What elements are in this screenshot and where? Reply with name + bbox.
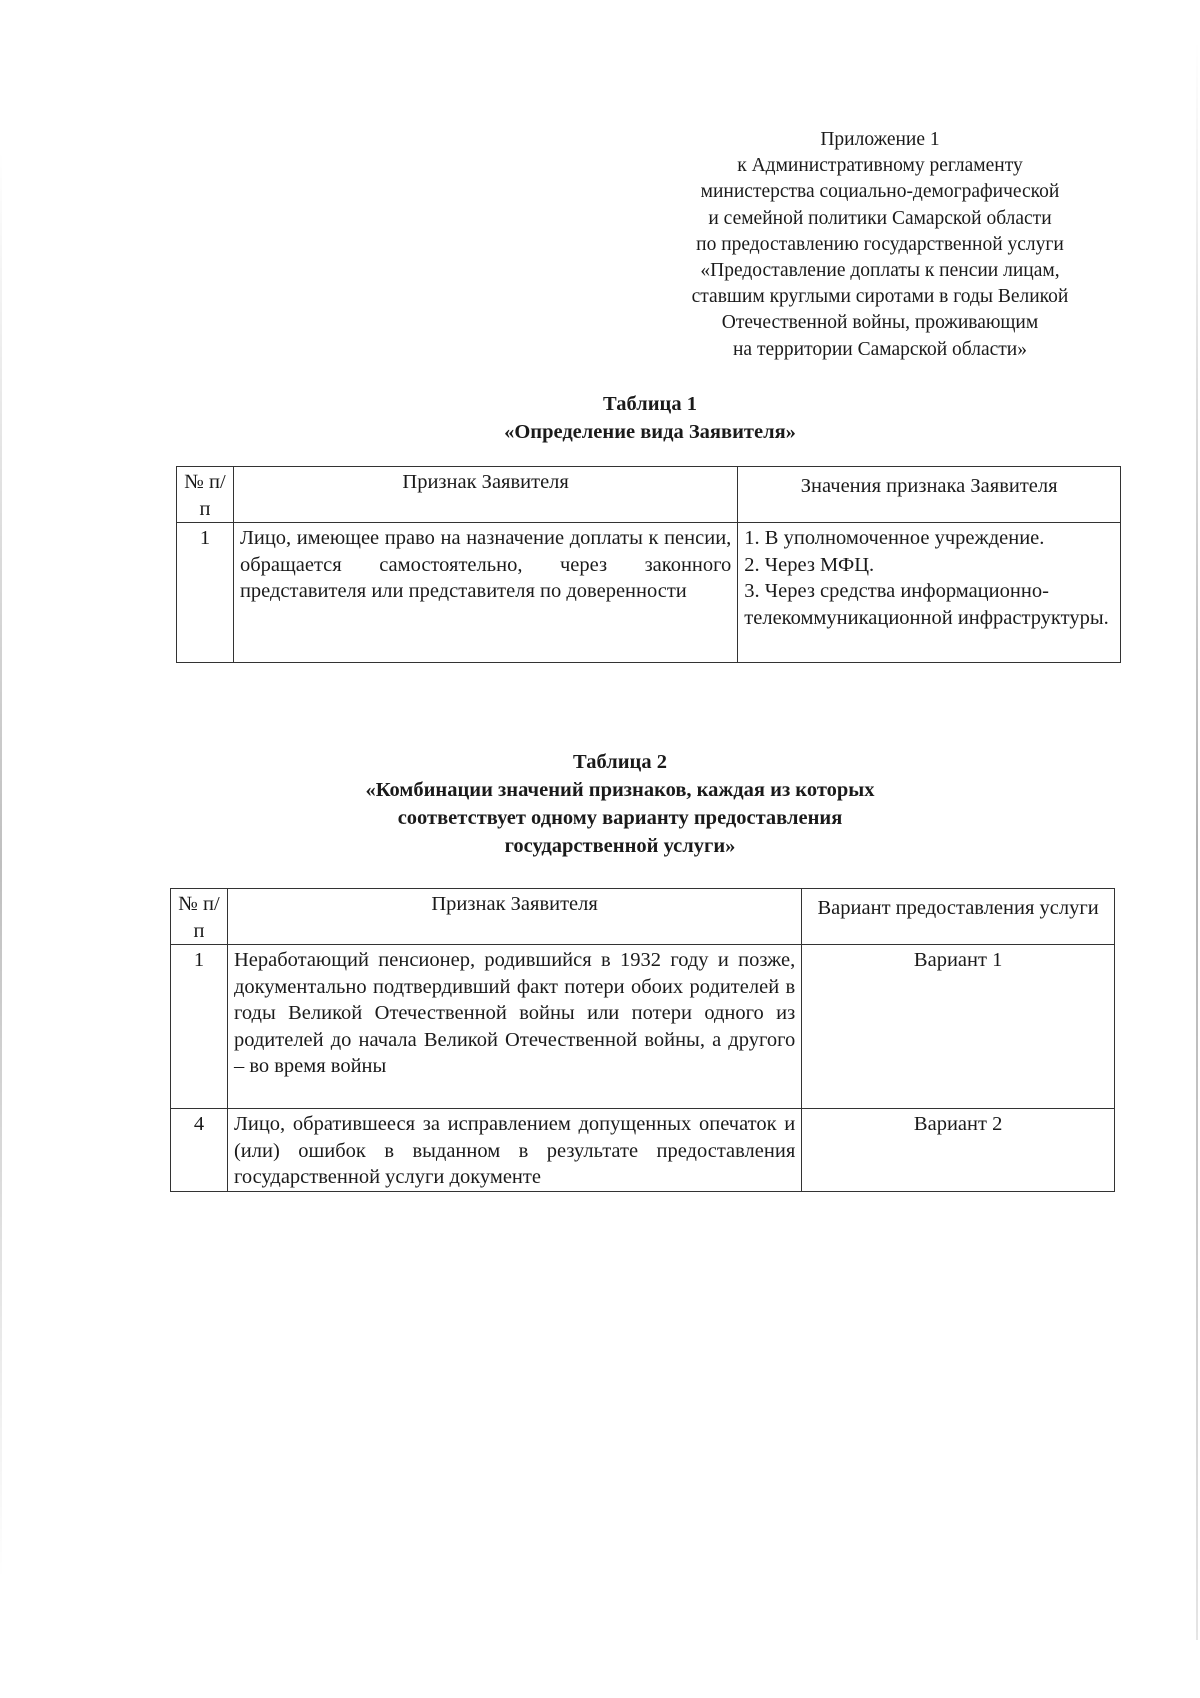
table2-header-attribute: Признак Заявителя — [227, 889, 801, 945]
scan-edge-left — [0, 150, 2, 1580]
appendix-line: Приложение 1 — [820, 129, 940, 150]
table2-header-num: № п/п — [171, 889, 228, 945]
appendix-line: по предоставлению государственной услуги — [696, 233, 1064, 255]
appendix-line: министерства социально-демографической — [700, 181, 1060, 203]
table1-header-attribute: Признак Заявителя — [233, 467, 737, 523]
table2-subtitle-line: «Комбинации значений признаков, каждая из которых — [365, 779, 875, 801]
table1-header-row — [177, 467, 1121, 523]
table-row — [171, 1109, 1115, 1192]
table2-subtitle-line: соответствует одному варианту предоставления — [397, 807, 843, 829]
table2-subtitle-line: государственной услуги» — [504, 835, 736, 857]
table1-value-item: 3. Через средства информационно-телекоммуникационной инфраструктуры. — [744, 580, 1109, 629]
appendix-line: к Административному регламенту — [737, 155, 1023, 177]
table1-header-num: № п/п — [177, 467, 234, 523]
table1 — [176, 466, 1121, 663]
table1-caption — [320, 390, 980, 446]
table2-header-row — [171, 889, 1115, 945]
table1-header-values: Значения признака Заявителя — [738, 467, 1121, 523]
table1-subtitle: «Определение вида Заявителя» — [504, 421, 796, 443]
table1-row-num: 1 — [177, 523, 234, 663]
table1-value-item: 1. В уполномоченное учреждение. — [744, 527, 1045, 549]
table2-row-attribute: Лицо, обратившееся за исправлением допущенных опечаток и (или) ошибок в выданном в результате предоставления государственной услуги документе — [227, 1109, 801, 1192]
scan-edge-right — [1196, 40, 1198, 1640]
appendix-line: на территории Самарской области» — [733, 338, 1027, 360]
appendix-header — [650, 127, 1110, 363]
table-row — [171, 945, 1115, 1109]
table2-row-attribute: Неработающий пенсионер, родившийся в 1932 году и позже, документально подтвердивший факт потери обоих родителей в годы Великой Отечественной войны или потери одного из родителей до начала Великой Отечественной войны, а другого – во время войны — [227, 945, 801, 1109]
table1-row-values — [738, 523, 1121, 663]
table2-row-num: 4 — [171, 1109, 228, 1192]
table2 — [170, 888, 1115, 1192]
table2-caption — [240, 748, 1000, 860]
appendix-line: и семейной политики Самарской области — [708, 207, 1052, 229]
table-row — [177, 523, 1121, 663]
table1-value-item: 2. Через МФЦ. — [744, 553, 875, 576]
table2-row-variant: Вариант 2 — [802, 1109, 1115, 1192]
appendix-line: ставшим круглыми сиротами в годы Великой — [691, 286, 1069, 308]
table1-row-attribute: Лицо, имеющее право на назначение доплаты к пенсии, обращается самостоятельно, через законного представителя или представителя по доверенности — [233, 523, 737, 663]
table2-row-variant: Вариант 1 — [802, 945, 1115, 1109]
table2-title: Таблица 2 — [573, 751, 667, 773]
table1-title: Таблица 1 — [603, 393, 697, 415]
appendix-line: Отечественной войны, проживающим — [721, 312, 1039, 334]
table2-row-num: 1 — [171, 945, 228, 1109]
table2-header-variant: Вариант предоставления услуги — [802, 889, 1115, 945]
appendix-line: «Предоставление доплаты к пенсии лицам, — [700, 260, 1060, 282]
